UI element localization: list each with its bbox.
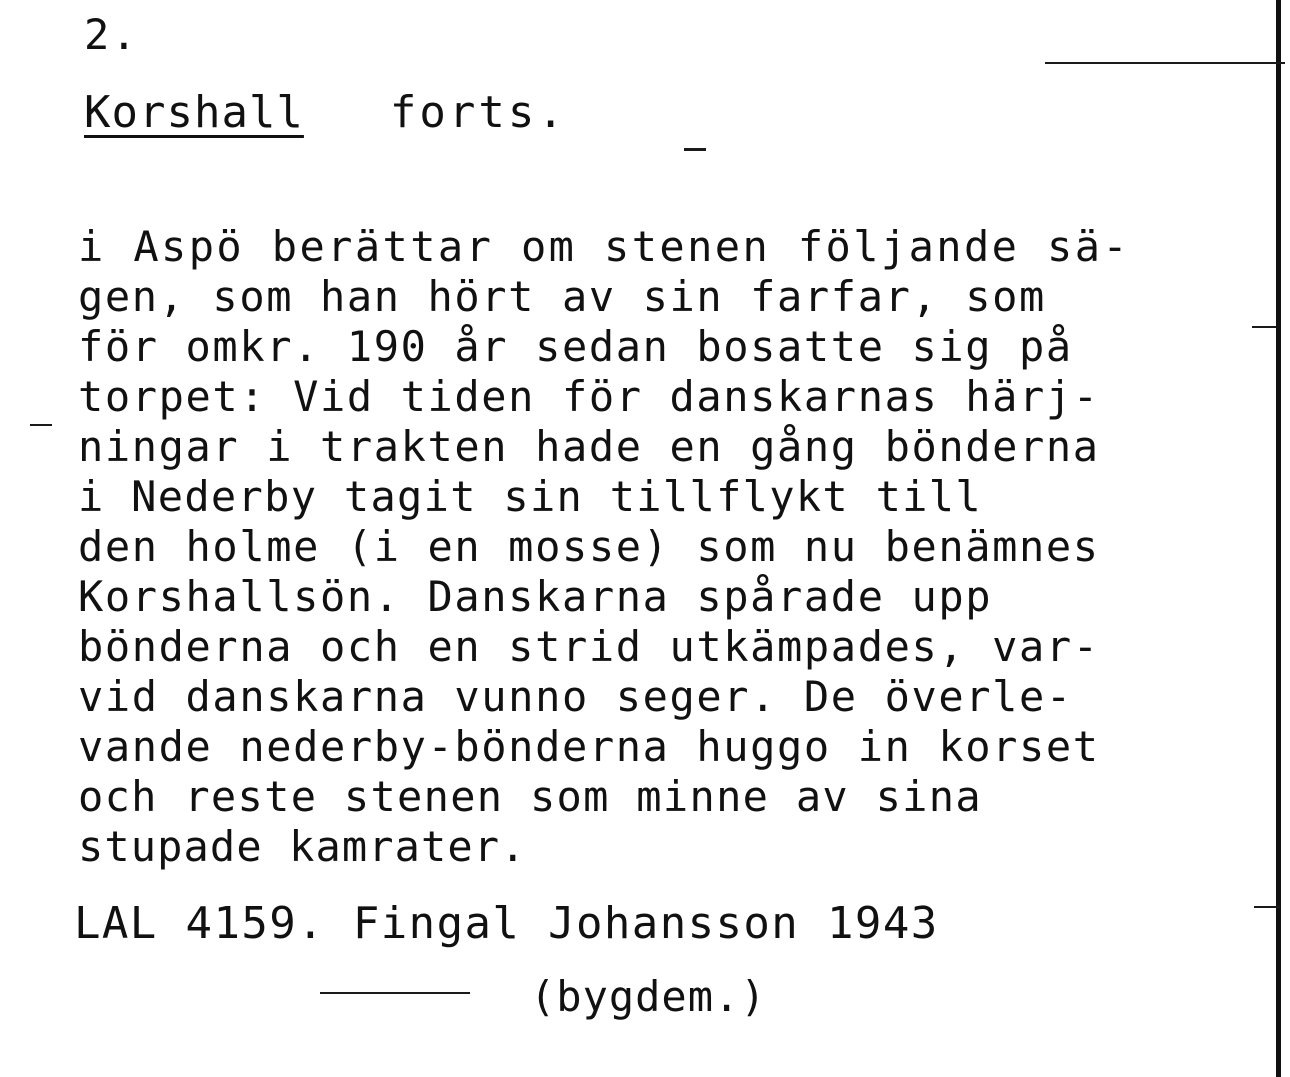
text-line: Korshallsön. Danskarna spårade upp (78, 572, 993, 621)
card-edge-line (1276, 0, 1281, 1077)
text-line: stupade kamrater. (78, 822, 527, 871)
card-heading (84, 84, 567, 142)
text-line: i Aspö berättar om stenen följande sä- (78, 222, 1131, 271)
text-line: i Nederby tagit sin tillflykt till (78, 472, 982, 521)
continued-label: forts. (389, 87, 567, 138)
scan-mark (30, 424, 52, 426)
card-number: 2. (84, 10, 139, 59)
legend-text (78, 222, 1130, 872)
place-name-title: Korshall (84, 87, 304, 138)
text-line: gen, som han hört av sin farfar, som (78, 272, 1046, 321)
text-line: vande nederby-bönderna huggo in korset (78, 722, 1100, 771)
text-line: och reste stenen som minne av sina (78, 772, 982, 821)
text-line: vid danskarna vunno seger. De överle- (78, 672, 1073, 721)
text-line: för omkr. 190 år sedan bosatte sig på (78, 322, 1073, 371)
scan-mark (1254, 906, 1280, 908)
text-line: bönderna och en strid utkämpades, var- (78, 622, 1100, 671)
scan-mark (1045, 62, 1285, 64)
text-line: torpet: Vid tiden för danskarnas härj- (78, 372, 1100, 421)
scan-mark (684, 148, 706, 151)
scan-mark (320, 992, 470, 994)
text-line: ningar i trakten hade en gång bönderna (78, 422, 1100, 471)
scan-mark (1252, 326, 1276, 328)
category-note: (bygdem.) (530, 972, 767, 1021)
source-attribution: LAL 4159. Fingal Johansson 1943 (74, 898, 939, 949)
text-line: den holme (i en mosse) som nu benämnes (78, 522, 1100, 571)
